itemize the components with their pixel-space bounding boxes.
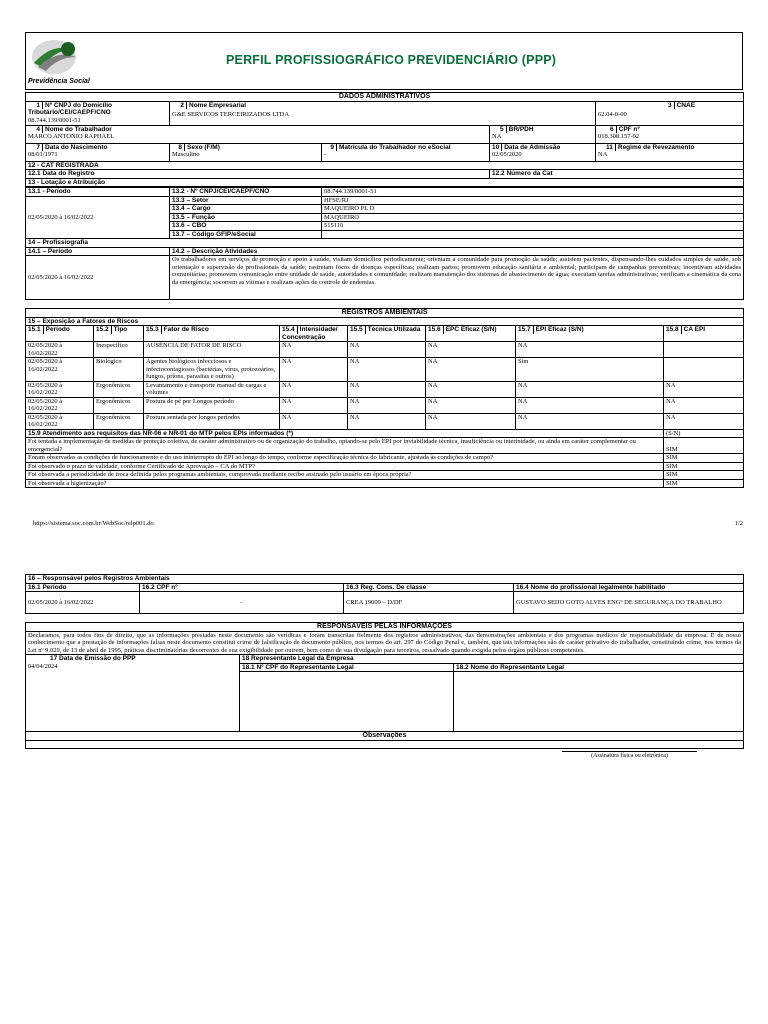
table-row (26, 397, 744, 413)
observations-body (26, 740, 744, 748)
requirement-value: SIM (664, 479, 744, 488)
cell-period: 02/05/2020 à 16/02/2022 (26, 381, 94, 397)
cell-technique: NA (348, 381, 426, 397)
cell-type: Ergonômicos (94, 413, 144, 429)
profissiografia-period-label: 14.1 – Período (26, 247, 170, 256)
field-sex-value: Masculino (172, 151, 200, 158)
cell-technique: NA (348, 413, 426, 429)
field-company-name: 2 Nome Empresarial G&E SERVICOS TERCEIRIZADOS LTDA (170, 101, 596, 125)
table-row (26, 342, 744, 358)
env-header-row (26, 326, 744, 342)
requirements-sn: (S/N) (664, 429, 744, 438)
requirement-row (26, 438, 744, 454)
cell-epc: NA (426, 381, 516, 397)
requirement-value: SIM (664, 471, 744, 480)
lotacao-table (25, 187, 744, 300)
cell-epc: NA (426, 342, 516, 358)
field-admission-date-value: 02/05/2020 (492, 151, 522, 158)
field-cnae-value: 62.04-0-00 (598, 111, 627, 118)
declaration-text: Declaramos, para todos fins de direito, que as informações prestadas neste documento são verídicas e foram transcritas fielmente dos registros administrativos, das demonstrações ambientais e dos programas médicos de responsabilidade da empresa. É de nosso conhecimento que a prestação de informações falsas neste documento constitui crime de falsificação de documento público, nos termos do art. 297 do Código Penal e, também, que tais informações são de caráter privativo do trabalhador, constituindo crime, nos termos da Lei nº 9.029, de 13 de abril de 1995, práticas discriminatórias decorrentes de sua exigibilidade por outrem, bem como de sua divulgação para terceiros, ressalvado quando exigida pelos órgãos públicos competentes. (26, 631, 744, 655)
field-admission-date: 10 Data de Admissão 02/05/2020 (490, 143, 596, 161)
table-row (26, 358, 744, 382)
responsible-name-value: GUSTAVO SEIJO GOTO ALVES ENGº DE SEGURANÇA DO TRABALHO (514, 592, 744, 614)
table-row (26, 381, 744, 397)
col-header: 15.5 Técnica Utilizada (348, 326, 426, 342)
requirement-row (26, 479, 744, 488)
requirement-value: SIM (664, 438, 744, 454)
env-exposure-title: 15 – Exposição a Fatores de Riscos (26, 317, 744, 326)
ppp-page-2 (25, 574, 743, 759)
lotacao-row-value: HFSE/RJ (322, 196, 744, 205)
responsible-title: 16 – Responsável pelos Registros Ambientais (26, 575, 744, 584)
cell-epi: NA (516, 342, 664, 358)
requirement-text: Foram observadas as condições de funcionamento e do uso ininterrupto do EPI ao longo do tempo, conforme especificação técnica do fabricante, ajustada às condições de campo? (26, 454, 664, 463)
cell-intensity: NA (280, 342, 348, 358)
lotacao-row-value: 515110 (322, 222, 744, 231)
requirement-text: Foi observado o prazo de validade, conforme Certificado de Aprovação – CA do MTP? (26, 462, 664, 471)
field-cpf-value: 018.308.157-92 (598, 133, 640, 140)
legal-rep-cpf-label: 18.1 Nº CPF do Representante Legal (240, 663, 454, 672)
requirement-row (26, 454, 744, 463)
cell-epi: NA (516, 397, 664, 413)
cell-epc: NA (426, 413, 516, 429)
field-worker-name: 4 Nome do Trabalhador MARCO ANTONIO RAPHAEL (26, 125, 490, 143)
lotacao-title: 13 - Lotação e Atribuição (26, 178, 744, 187)
responsible-reg-value: CREA 19009 – D/DF (344, 592, 514, 614)
responsible-reg-label: 16.3 Reg. Cons. De classe (344, 583, 514, 592)
profissiografia-title: 14 – Profissiografia (26, 239, 744, 248)
lotacao-period-value: 02/05/2020 à 16/02/2022 (26, 196, 170, 239)
field-cnae: 3 CNAE 62.04-0-00 (596, 101, 744, 125)
col-header: 15.1 Período (26, 326, 94, 342)
field-registration: 9 Matrícula do Trabalhador no eSocial - (322, 143, 490, 161)
field-worker-name-value: MARCO ANTONIO RAPHAEL (28, 133, 115, 140)
table-row (26, 413, 744, 429)
requirement-text: Foi tentada a implementação de medidas de proteção coletiva, de caráter administrativo ou de organização do trabalho, optando-se pelo EPI por inviabilidade técnica, insuficiência ou interinidade, ou ainda em caráter complementar ou emergencial? (26, 438, 664, 454)
cat-title: 12 - CAT REGISTRADA (26, 161, 744, 170)
admin-table (25, 92, 744, 187)
col-header: 15.3 Fator de Risco (144, 326, 280, 342)
cell-epi: NA (516, 413, 664, 429)
emission-date-value: 04/04/2024 (28, 662, 58, 670)
cell-factor: Agentes biológicos infecciosos e infectocontagiosos (bactérias, vírus, protozoários, fungos, príons, parasitas e outros) (144, 358, 280, 382)
document-title: PERFIL PROFISSIOGRÁFICO PREVIDENCIÁRIO (PPP) (226, 53, 557, 67)
emission-date (26, 655, 240, 732)
cell-factor: Postura de pé por Longos período (144, 397, 280, 413)
cell-intensity: NA (280, 413, 348, 429)
logo-text: Previdência Social (28, 78, 90, 85)
field-sex: 8 Sexo (F/M) Masculino (170, 143, 322, 161)
cell-type: Ergonômicos (94, 397, 144, 413)
lotacao-row-label: 13.4 – Cargo (170, 205, 322, 214)
cell-technique: NA (348, 358, 426, 382)
cell-technique: NA (348, 397, 426, 413)
ppp-page-1 (25, 32, 743, 488)
field-br-pdh-value: NA (492, 133, 502, 140)
cell-type: Biológico (94, 358, 144, 382)
responsible-table (25, 574, 744, 614)
footer-url[interactable]: https://sistema.soc.com.br/WebSoc/relp001.do (33, 520, 154, 527)
cell-intensity: NA (280, 358, 348, 382)
observations-title: Observações (26, 732, 744, 741)
legal-rep-title: 18 Representante Legal da Empresa (240, 655, 744, 664)
requirements-title: 15.9 Atendimento aos requisitos das NR-06 e NR-01 do MTP pelos EPIs informados (*) (26, 429, 664, 438)
cell-ca: NA (664, 381, 744, 397)
previdencia-social-logo (28, 37, 108, 87)
col-header: 15.2 Tipo (94, 326, 144, 342)
lotacao-period-label: 13.1 - Período (26, 188, 170, 197)
section-admin: DADOS ADMINISTRATIVOS (26, 93, 744, 102)
cell-epc: NA (426, 358, 516, 382)
cell-type: Inespecífico (94, 342, 144, 358)
cell-intensity: NA (280, 381, 348, 397)
section-info: RESPONSÁVEIS PELAS INFORMAÇÕES (26, 623, 744, 632)
document-header (25, 32, 743, 90)
cell-ca (664, 358, 744, 382)
requirement-text: Foi observada a periodicidade de troca definida pelos programas ambientais, comprovada mediante recibo assinado pelo usuário em época própria? (26, 471, 664, 480)
cell-period: 02/05/2020 à 16/02/2022 (26, 397, 94, 413)
page-number: 1/2 (734, 520, 743, 527)
lotacao-row-label: 13.2 - Nº CNPJ/CEI/CAEPF/CNO (170, 188, 322, 197)
col-header: 15.8 CA EPI (664, 326, 744, 342)
field-cnpj-value: 08.744.139/0001-51 (28, 116, 81, 124)
field-registration-value: - (324, 151, 327, 158)
cell-factor: Levantamento e transporte manual de cargas e volumes (144, 381, 280, 397)
legal-rep-name-label: 18.2 Nome do Representante Legal (454, 663, 744, 672)
profissiografia-desc-label: 14.2 – Descrição Atividades (170, 247, 744, 256)
lotacao-row-value: MAQUEIRO PL D (322, 205, 744, 214)
requirement-value: SIM (664, 454, 744, 463)
col-header: 15.7 EPI Eficaz (S/N) (516, 326, 664, 342)
page-footer (33, 520, 743, 527)
lotacao-row-label: 13.5 – Função (170, 213, 322, 222)
info-table (25, 622, 744, 749)
cell-ca (664, 342, 744, 358)
responsible-name-label: 16.4 Nome do profissional legalmente habilitado (514, 583, 744, 592)
lotacao-row-value: MAQUEIRO (322, 213, 744, 222)
lotacao-row-value (322, 230, 744, 239)
col-header: 15.6 EPC Eficaz (S/N) (426, 326, 516, 342)
requirement-row (26, 462, 744, 471)
cat-date-label: 12.1 Data do Registro (26, 170, 490, 179)
cell-factor: AUSÊNCIA DE FATOR DE RISCO (144, 342, 280, 358)
profissiografia-period-value: 02/05/2020 à 16/02/2022 (26, 256, 170, 300)
lotacao-row-label: 13.6 – CBO (170, 222, 322, 231)
cell-ca: NA (664, 397, 744, 413)
emission-date-label: 17 Data de Emissão do PPP (50, 655, 136, 662)
cell-epi: NA (516, 381, 664, 397)
cat-number-label: 12.2 Número da Cat (490, 170, 744, 179)
cell-epc: NA (426, 397, 516, 413)
lotacao-row-label: 13.3 – Setor (170, 196, 322, 205)
col-header: 15.4 Intensidade/ Concentração (280, 326, 348, 342)
requirement-value: SIM (664, 462, 744, 471)
responsible-cpf-label: 16.2 CPF nº (140, 583, 344, 592)
cell-type: Ergonômicos (94, 381, 144, 397)
responsible-cpf-value: - (140, 592, 344, 614)
field-br-pdh: 5 BR/PDH NA (490, 125, 596, 143)
cell-intensity: NA (280, 397, 348, 413)
cell-factor: Postura sentada por longos períodos (144, 413, 280, 429)
legal-rep-name-value (454, 672, 744, 732)
cell-ca: NA (664, 413, 744, 429)
field-shift-regime: 11 Regime de Revezamento NA (596, 143, 744, 161)
requirement-text: Foi observada a higienização? (26, 479, 664, 488)
lotacao-row-label: 13.7 – Código GFIP/eSocial (170, 230, 322, 239)
responsible-period-value: 02/05/2020 à 16/02/2022 (26, 592, 140, 614)
lotacao-row-value: 08.744.139/0001-51 (322, 188, 744, 197)
field-birth-date: 7 Data do Nascimento 08/01/1971 (26, 143, 170, 161)
field-cnpj: 1 Nº CNPJ do Domicílio Tributário/CEI/CAEPF/CNO 08.744.139/0001-51 (26, 101, 170, 125)
responsible-period-label: 16.1 Período (26, 583, 140, 592)
cell-period: 02/05/2020 à 16/02/2022 (26, 342, 94, 358)
cell-period: 02/05/2020 à 16/02/2022 (26, 358, 94, 382)
requirement-row (26, 471, 744, 480)
cell-period: 02/05/2020 à 16/02/2022 (26, 413, 94, 429)
profissiografia-desc-value: Os trabalhadores em serviços de promoção e apoio à saúde, visitam domicílios periodicamente; orientam a comunidade para promoção da saúde; assistem pacientes, dispensando-lhes cuidados simples de saúde, sob orientação e supervisão de profissionais da saúde; rastreiam focos de doenças específicas; realizam partos; promovem educação sanitária e ambiental; participam de campanhas preventivas; incentivam atividades comunitárias; promovem comunicação entre unidade de saúde, autoridades e comunidade; realizam manutenção dos sistemas de abastecimento de água; executam tarefas administrativas; verificam a cinemática da cena da emergência; socorrem as vítimas e realizam ações de controle de endemias. (170, 256, 744, 300)
field-birth-date-value: 08/01/1971 (28, 151, 58, 158)
field-cpf: 6 CPF nº 018.308.157-92 (596, 125, 744, 143)
section-env: REGISTROS AMBIENTAIS (26, 309, 744, 318)
field-shift-regime-value: NA (598, 151, 608, 158)
cell-technique: NA (348, 342, 426, 358)
cell-epi: Sim (516, 358, 664, 382)
env-table (25, 308, 744, 488)
field-company-name-value: G&E SERVICOS TERCEIRIZADOS LTDA (172, 111, 290, 118)
signature-line: (Assinatura física ou eletrônica) (562, 751, 697, 759)
legal-rep-cpf-value (240, 672, 454, 732)
